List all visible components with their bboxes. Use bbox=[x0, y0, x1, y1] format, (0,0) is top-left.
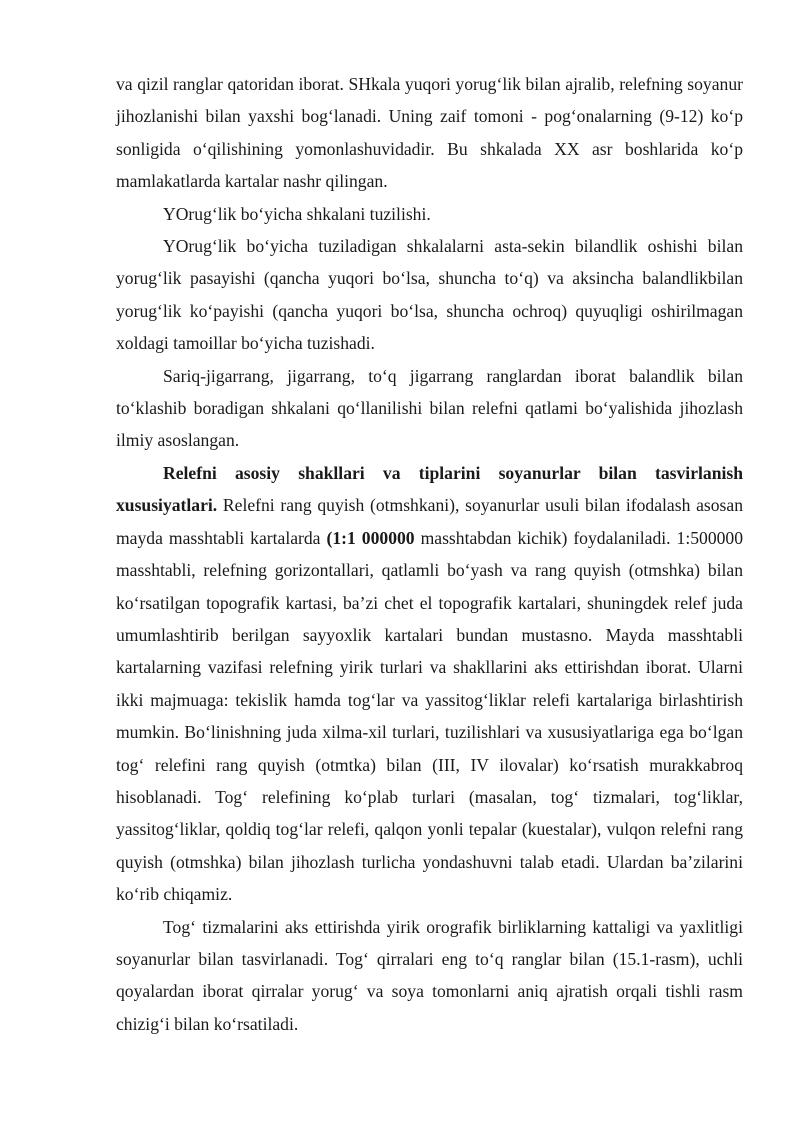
paragraph-text: masshtabdan kichik) foydalaniladi. 1:500000 masshtabli, relefning gorizontallari, qatlamli bo‘yash va rang quyish (otmshka) bilan ko‘rsatilgan topografik kartasi, ba’zi chet el topografik kartalari, shuningdek relef juda umumlashtirib berilgan sayyoxlik kartalari bundan mustasno. Mayda masshtabli kartalarning vazifasi relefning yirik turlari va shakllarini aks ettirishdan iborat. Ularni ikki majmuaga: tekislik hamda tog‘lar va yassitog‘liklar relefi kartalariga birlashtirish mumkin. Bo‘linishning juda xilma-xil turlari, tuzilishlari va xususiyatlariga ega bo‘lgan tog‘ relefini rang quyish (otmtka) bilan (III, IV ilovalar) ko‘rsatish murakkabroq hisoblanadi. Tog‘ relefining ko‘plab turlari (masalan, tog‘ tizmalari, tog‘liklar, yassitog‘liklar, qoldiq tog‘lar relefi, qalqon yonli tepalar (kuestalar), vulqon relefni rang quyish (otmshka) bilan jihozlash turlicha yondashuvni talab etadi. Ulardan ba’zilarini ko‘rib chiqamiz. bbox=[116, 527, 744, 905]
section-heading: Relefni asosiy shakllari va tiplarini soyanurlar bilan tasvirlanish xususiyatlari. bbox=[116, 462, 743, 516]
scale-value: (1:1 000000 bbox=[326, 527, 415, 548]
document-body bbox=[116, 68, 743, 1040]
paragraph-relief-forms bbox=[116, 457, 743, 911]
paragraph-mountain-ridges: Tog‘ tizmalarini aks ettirishda yirik orografik birliklarning kattaligi va yaxlitligi soyanurlar bilan tasvirlanadi. Tog‘ qirralari eng to‘q ranglar bilan (15.1-rasm), uchli qoyalardan iborat qirralar yorug‘ va soya tomonlarni aniq ajratish orqali tishli rasm chizig‘i bilan ko‘rsatiladi. bbox=[116, 916, 743, 1034]
paragraph-text: Relefni rang quyish (otmshkani), soyanurlar usuli bilan ifodalash asosan mayda masshtabli kartalarda bbox=[116, 495, 743, 548]
paragraph-color-scale: Sariq-jigarrang, jigarrang, to‘q jigarrang ranglardan iborat balandlik bilan to‘klashib boradigan shkalani qo‘llanilishi bilan relefni qatlami bo‘yalishida jihozlash ilmiy asoslangan. bbox=[116, 365, 743, 451]
paragraph-continuation: va qizil ranglar qatoridan iborat. SHkala yuqori yorug‘lik bilan ajralib, relefning soyanur jihozlanishi bilan yaxshi bog‘lanadi. Uning zaif tomoni - pog‘onalarning (9-12) ko‘p sonligida o‘qilishining yomonlashuvidadir. Bu shkalada XX asr boshlarida ko‘p mamlakatlarda kartalar nashr qilingan. bbox=[116, 74, 743, 192]
paragraph-subheading: YOrug‘lik bo‘yicha shkalani tuzilishi. bbox=[163, 203, 431, 224]
paragraph-brightness-scale: YOrug‘lik bo‘yicha tuziladigan shkalalarni asta-sekin bilandlik oshishi bilan yorug‘lik pasayishi (qancha yuqori bo‘lsa, shuncha to‘q) va aksincha balandlikbilan yorug‘lik ko‘payishi (qancha yuqori bo‘lsa, shuncha ochroq) quyuqligi oshirilmagan xoldagi tamoillar bo‘yicha tuzishadi. bbox=[116, 236, 743, 354]
